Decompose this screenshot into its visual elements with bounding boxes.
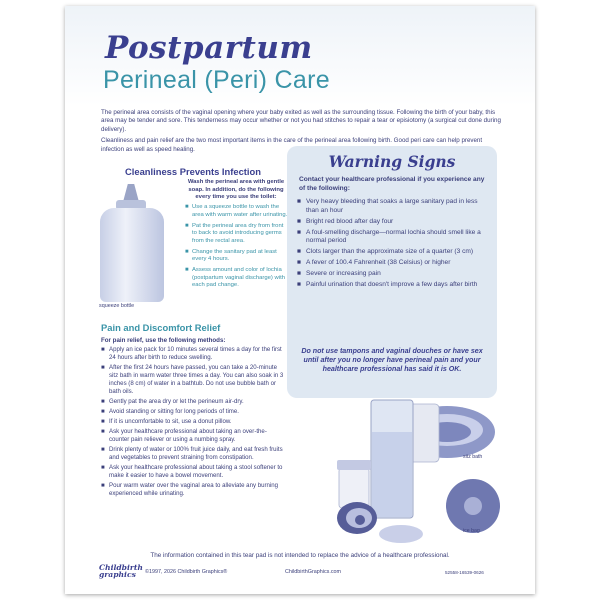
ice-bag-label: ice bag [463, 528, 480, 534]
title-peri-care: Perineal (Peri) Care [103, 66, 330, 94]
list-item [297, 198, 492, 215]
pain-lead: For pain relief, use the following methods: [101, 337, 226, 344]
list-item-text: A foul-smelling discharge—normal lochia should smell like a normal period [306, 228, 481, 245]
intro-paragraph-2: Cleanliness and pain relief are the two most important items in the care of the perineal area following birth. Good peri care can help prevent infection as well as speed healing. [101, 137, 483, 153]
bullet-icon: ■ [185, 204, 189, 210]
list-item-text: Clots larger than the approximate size of a quarter (3 cm) [306, 248, 474, 256]
bullet-icon: ■ [297, 248, 301, 256]
squeeze-bottle-image [98, 178, 168, 306]
water-fill [372, 432, 412, 517]
bullet-icon: ■ [101, 446, 105, 454]
list-item-text: Painful urination that doesn't improve a few days after birth [306, 281, 478, 289]
bullet-icon: ■ [101, 464, 105, 472]
avocado-pit [355, 515, 365, 525]
bullet-icon: ■ [297, 270, 301, 278]
bullet-icon: ■ [185, 222, 189, 229]
cleanliness-list [185, 204, 289, 293]
list-item [185, 204, 289, 219]
bullet-icon: ■ [297, 198, 301, 205]
bullet-icon: ■ [297, 217, 301, 225]
list-item-text: Bright red blood after day four [306, 217, 394, 225]
childbirth-graphics-logo: Childbirth graphics [99, 563, 143, 580]
list-item-text: Assess amount and color of lochia (postpartum vaginal discharge) with each pad change. [192, 267, 285, 289]
list-item-text: Ask your healthcare professional about taking a stool softener to make it easier to have a bowel movement. [109, 464, 283, 479]
list-item [101, 418, 286, 426]
bullet-icon: ■ [101, 346, 105, 353]
cleanliness-lead: Wash the perineal area with gentle soap. In addition, do the following every time you use the toilet: [187, 179, 285, 201]
list-item-text: Pour warm water over the vaginal area to alleviate any burning experienced while urinating. [109, 482, 279, 497]
bullet-icon: ■ [297, 259, 301, 267]
bullet-icon: ■ [101, 418, 105, 425]
intro-paragraph-1: The perineal area consists of the vaginal opening where your baby exited as well as the surrounding tissue. Following the birth of your baby, this area may be tender and sore. This tenderness may occur whether or not you had stitches to repair a tear or episiotomy (a surgical cut done during delivery). [101, 109, 501, 133]
website-url: ChildbirthGraphics.com [285, 569, 342, 575]
list-item-text: Very heavy bleeding that soaks a large sanitary pad in less than an hour [306, 198, 478, 214]
list-item [101, 446, 286, 462]
list-item [185, 267, 289, 290]
pill-bottle-cap [337, 460, 371, 470]
list-item [185, 249, 289, 264]
pain-heading: Pain and Discomfort Relief [101, 322, 221, 333]
ice-bag-cap [464, 497, 482, 515]
list-item-text: Pat the perineal area dry from front to back to avoid introducing germs from the rectal area. [192, 222, 284, 244]
pain-list [101, 346, 286, 500]
list-item [297, 270, 492, 279]
bullet-icon: ■ [185, 248, 189, 255]
bullet-icon: ■ [101, 428, 105, 436]
list-item [297, 281, 492, 290]
bullet-icon: ■ [185, 267, 189, 274]
list-item-text: After the first 24 hours have passed, you can take a 20-minute sitz bath in warm water three times a day. You can also soak in 3 inches (8 cm) of water in a bathtub. Do not use bubble bath or bath oils. [109, 364, 284, 395]
list-item [297, 229, 492, 246]
warning-intro: Contact your healthcare professional if you experience any of the following: [299, 176, 485, 192]
warning-signs-panel [287, 146, 497, 398]
list-item [101, 408, 286, 416]
bullet-icon: ■ [101, 482, 105, 490]
bullet-icon: ■ [101, 364, 105, 371]
bullet-icon: ■ [297, 228, 301, 236]
list-item-text: Avoid standing or sitting for long periods of time. [109, 407, 239, 415]
list-item-text: Apply an ice pack for 10 minutes several times a day for the first 24 hours after birth to reduce swelling. [109, 346, 282, 361]
list-item-text: Use a squeeze bottle to wash the area with warm water after urinating. [192, 204, 288, 218]
cleanliness-heading: Cleanliness Prevents Infection [125, 166, 261, 177]
bottle-body [100, 208, 164, 302]
list-item [101, 364, 286, 396]
tear-pad-sheet [65, 6, 535, 594]
warning-list [297, 198, 492, 292]
list-item [297, 248, 492, 257]
bullet-icon: ■ [101, 407, 105, 415]
list-item [101, 428, 286, 444]
sitz-bath-label: sitz bath [463, 454, 483, 460]
list-item-text: A fever of 100.4 Fahrenheit (38 Celsius) or higher [306, 259, 451, 267]
product-code: 52558-16539-0626 [445, 570, 484, 575]
list-item-text: If it is uncomfortable to sit, use a donut pillow. [109, 418, 232, 425]
list-item-text: Ask your healthcare professional about taking an over-the-counter pain reliever or using a numbing spray. [109, 428, 267, 443]
list-item-text: Gently pat the area dry or let the perineum air-dry. [109, 397, 244, 405]
list-item-text: Severe or increasing pain [306, 270, 381, 278]
title-postpartum: Postpartum [105, 30, 313, 66]
list-item [101, 482, 286, 498]
bullet-icon: ■ [101, 397, 105, 405]
list-item [297, 259, 492, 268]
supplies-illustration [287, 394, 517, 544]
disclaimer-text: The information contained in this tear pad is not intended to replace the advice of a healthcare professional. [150, 552, 450, 559]
list-item [101, 464, 286, 480]
copyright-text: ©1997, 2026 Childbirth Graphics® [145, 569, 228, 575]
list-item [101, 346, 286, 362]
list-item [297, 218, 492, 227]
list-item [185, 223, 289, 246]
warning-signs-title: Warning Signs [328, 152, 456, 171]
bullet-icon: ■ [297, 281, 301, 289]
pill-bottle-image [339, 468, 369, 508]
list-item-text: Change the sanitary pad at least every 4 hours. [192, 248, 277, 263]
warning-note: Do not use tampons and vaginal douches or have sex until after you no longer have perineal pain and your healthcare professional has said it is OK. [301, 347, 483, 374]
list-item-text: Drink plenty of water or 100% fruit juice daily, and eat fresh fruits and vegetables to prevent straining from constipation. [109, 446, 283, 461]
bottle-caption: squeeze bottle [99, 303, 135, 309]
list-item [101, 398, 286, 406]
lemon-image [379, 525, 423, 543]
